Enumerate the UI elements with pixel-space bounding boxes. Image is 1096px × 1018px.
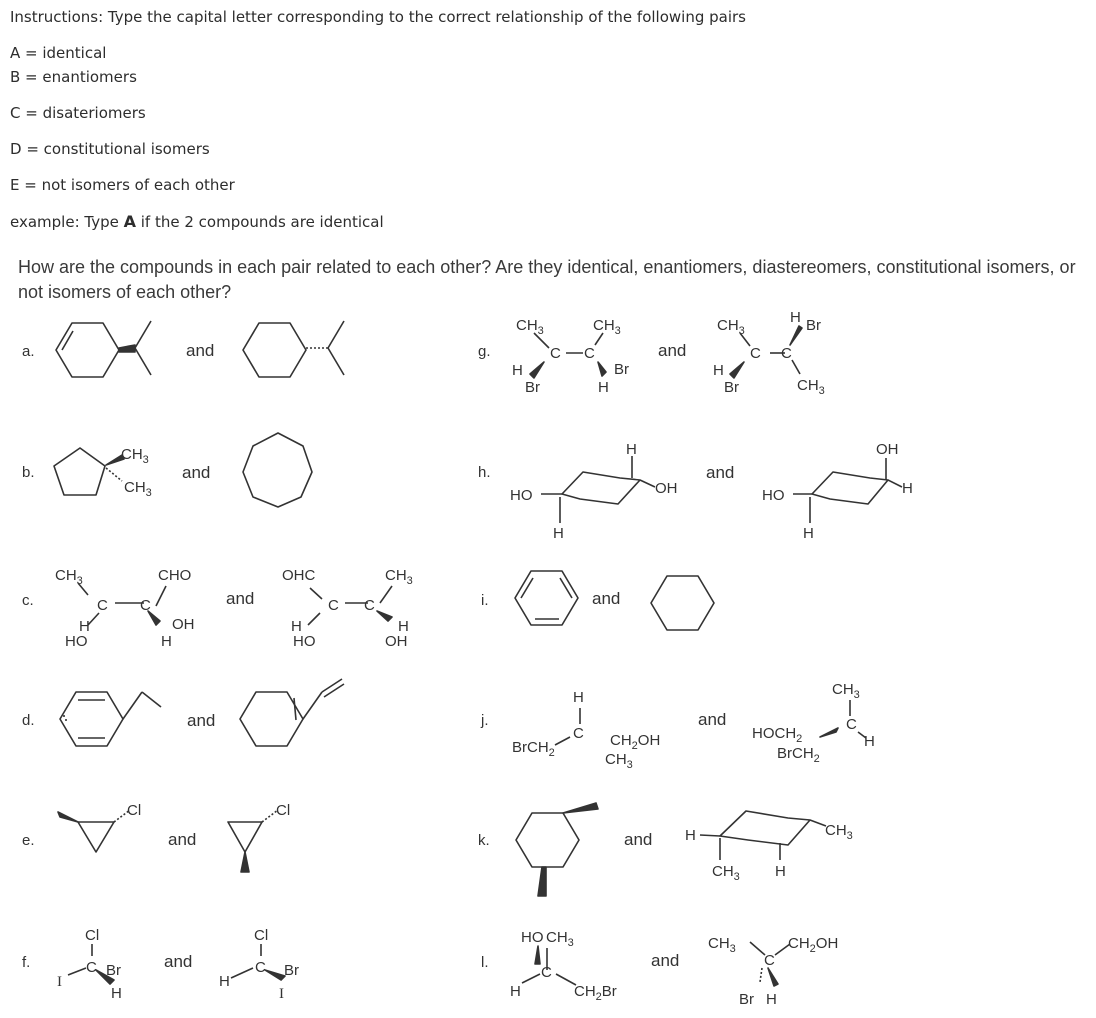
svg-text:H: H	[573, 689, 584, 706]
svg-text:C: C	[781, 345, 792, 362]
and-k: and	[624, 830, 653, 849]
svg-text:Cl: Cl	[254, 927, 269, 944]
label-k: k.	[478, 832, 490, 849]
label-l: l.	[481, 954, 489, 971]
svg-text:H: H	[766, 991, 777, 1008]
pair-i-right-structure	[651, 576, 714, 630]
label-g: g.	[478, 343, 491, 360]
svg-text:CH3: $CH_3$	[717, 317, 745, 337]
svg-text:Cl: Cl	[276, 802, 291, 819]
svg-text:CH3: $CH_3$	[593, 317, 621, 337]
svg-text:OH: OH	[385, 633, 408, 650]
pair-b-left-structure	[54, 448, 124, 495]
svg-text:C: C	[364, 597, 375, 614]
svg-text:C: C	[764, 952, 775, 969]
pair-h-right-structure	[793, 458, 902, 523]
svg-text:CH3: $CH_3$	[546, 929, 574, 949]
and-l: and	[651, 951, 680, 970]
label-h: h.	[478, 464, 491, 481]
and-a: and	[186, 341, 215, 360]
svg-text:H: H	[864, 733, 875, 750]
pair-i-left-structure	[515, 571, 578, 625]
svg-text:Br: Br	[614, 361, 629, 378]
svg-text:C: C	[550, 345, 561, 362]
svg-text:C: C	[140, 597, 151, 614]
svg-text:C: C	[328, 597, 339, 614]
and-c: and	[226, 589, 255, 608]
svg-text:C: C	[573, 725, 584, 742]
svg-text:H: H	[775, 863, 786, 880]
svg-text:C: C	[86, 959, 97, 976]
svg-text:H: H	[713, 362, 724, 379]
and-b: and	[182, 463, 211, 482]
svg-text:HO: HO	[521, 929, 544, 946]
svg-text:CH2OH: $CH_2OH$	[788, 935, 839, 955]
option-a: A = identical	[10, 44, 107, 62]
svg-text:C: C	[846, 716, 857, 733]
svg-text:H: H	[790, 309, 801, 326]
pair-k-left-structure	[516, 803, 598, 896]
pair-d-right-structure	[240, 679, 344, 746]
svg-text:OH: OH	[172, 616, 195, 633]
svg-text:CH3: $CH_3$	[797, 377, 825, 397]
example-suffix: if the 2 compounds are identical	[136, 213, 384, 231]
pair-h-left-structure	[541, 456, 655, 523]
pair-e-left-structure	[58, 810, 130, 852]
pair-c-right-structure	[308, 586, 392, 625]
svg-text:H: H	[291, 618, 302, 635]
and-d: and	[187, 711, 216, 730]
pair-e-right-structure	[228, 810, 278, 872]
label-b: b.	[22, 464, 35, 481]
svg-text:Cl: Cl	[85, 927, 100, 944]
option-c: C = disateriomers	[10, 104, 146, 122]
pair-j-right-structure	[820, 700, 866, 738]
svg-text:H: H	[79, 618, 90, 635]
and-e: and	[168, 830, 197, 849]
label-c: c.	[22, 592, 34, 609]
svg-text:H: H	[219, 973, 230, 990]
svg-text:CH3: $CH_3$	[516, 317, 544, 337]
and-j: and	[698, 710, 727, 729]
label-d: d.	[22, 712, 35, 729]
svg-text:H: H	[626, 441, 637, 458]
svg-text:CH3: $CH_3$	[124, 479, 152, 499]
svg-text:CH3: $CH_3$	[708, 935, 736, 955]
svg-text:CH3: $CH_3$	[712, 863, 740, 883]
option-b: B = enantiomers	[10, 68, 137, 86]
svg-text:CH3: $CH_3$	[385, 567, 413, 587]
svg-text:CH3: $CH_3$	[121, 446, 149, 466]
svg-text:OHC: OHC	[282, 567, 316, 584]
and-i: and	[592, 589, 621, 608]
label-e: e.	[22, 832, 35, 849]
pair-a-right-structure	[243, 321, 344, 377]
svg-text:C: C	[541, 964, 552, 981]
svg-text:OH: OH	[876, 441, 899, 458]
svg-text:H: H	[398, 618, 409, 635]
svg-text:OH: OH	[655, 480, 678, 497]
label-j: j.	[481, 712, 489, 729]
svg-text:H: H	[111, 985, 122, 1002]
pair-a-left-structure	[56, 321, 151, 377]
svg-text:HO: HO	[65, 633, 88, 650]
label-f: f.	[22, 954, 31, 971]
svg-text:I: I	[279, 986, 284, 1002]
svg-text:H: H	[598, 379, 609, 396]
pair-k-right-structure	[700, 811, 826, 860]
svg-text:C: C	[584, 345, 595, 362]
svg-text:C: C	[750, 345, 761, 362]
svg-text:CH3: $CH_3$	[832, 681, 860, 701]
instructions-heading: Instructions: Type the capital letter corresponding to the correct relationship of the following pairs	[10, 8, 746, 26]
example-letter: A	[123, 212, 136, 231]
svg-text:HO: HO	[762, 487, 785, 504]
svg-text:C: C	[255, 959, 266, 976]
example-prefix: example: Type	[10, 213, 124, 231]
svg-text:CHO: CHO	[158, 567, 192, 584]
svg-text:Cl: Cl	[127, 802, 142, 819]
svg-text:Br: Br	[525, 379, 540, 396]
option-d: D = constitutional isomers	[10, 140, 210, 158]
option-e: E = not isomers of each other	[10, 176, 235, 194]
pair-b-right-structure	[243, 433, 312, 507]
svg-text:BrCH2: BrCH$_2$	[777, 745, 820, 765]
svg-text:H: H	[512, 362, 523, 379]
label-i: i.	[481, 592, 489, 609]
pair-d-left-structure	[60, 692, 161, 746]
svg-text:HO: HO	[293, 633, 316, 650]
svg-text:H: H	[902, 480, 913, 497]
svg-text:H: H	[161, 633, 172, 650]
question-text: How are the compounds in each pair related to each other? Are they identical, enantiomers, diastereomers, constitutional isomers, or not isomers of each other?	[18, 257, 1076, 302]
svg-text:CH2Br: $CH_2Br$	[574, 983, 617, 1003]
svg-text:H: H	[803, 525, 814, 542]
svg-text:CH3: $CH_3$	[55, 567, 83, 587]
svg-text:CH2OH: $CH_2OH$	[610, 732, 661, 752]
and-h: and	[706, 463, 735, 482]
svg-text:H: H	[685, 827, 696, 844]
svg-text:Br: Br	[106, 962, 121, 979]
svg-text:H: H	[553, 525, 564, 542]
and-f: and	[164, 952, 193, 971]
svg-text:Br: Br	[739, 991, 754, 1008]
svg-text:CH3: $CH_3$	[825, 822, 853, 842]
svg-text:CH3: $CH_3$	[605, 751, 633, 771]
svg-text:Br: Br	[284, 962, 299, 979]
svg-text:C: C	[97, 597, 108, 614]
label-a: a.	[22, 343, 35, 360]
svg-text:BrCH2: BrCH$_2$	[512, 739, 555, 759]
svg-text:HO: HO	[510, 487, 533, 504]
svg-text:H: H	[510, 983, 521, 1000]
svg-text:Br: Br	[806, 317, 821, 334]
svg-text:Br: Br	[724, 379, 739, 396]
svg-text:HOCH2: $HOCH_2$	[752, 725, 803, 745]
and-g: and	[658, 341, 687, 360]
svg-text:I: I	[57, 974, 62, 990]
pair-c-left-structure	[78, 583, 166, 625]
